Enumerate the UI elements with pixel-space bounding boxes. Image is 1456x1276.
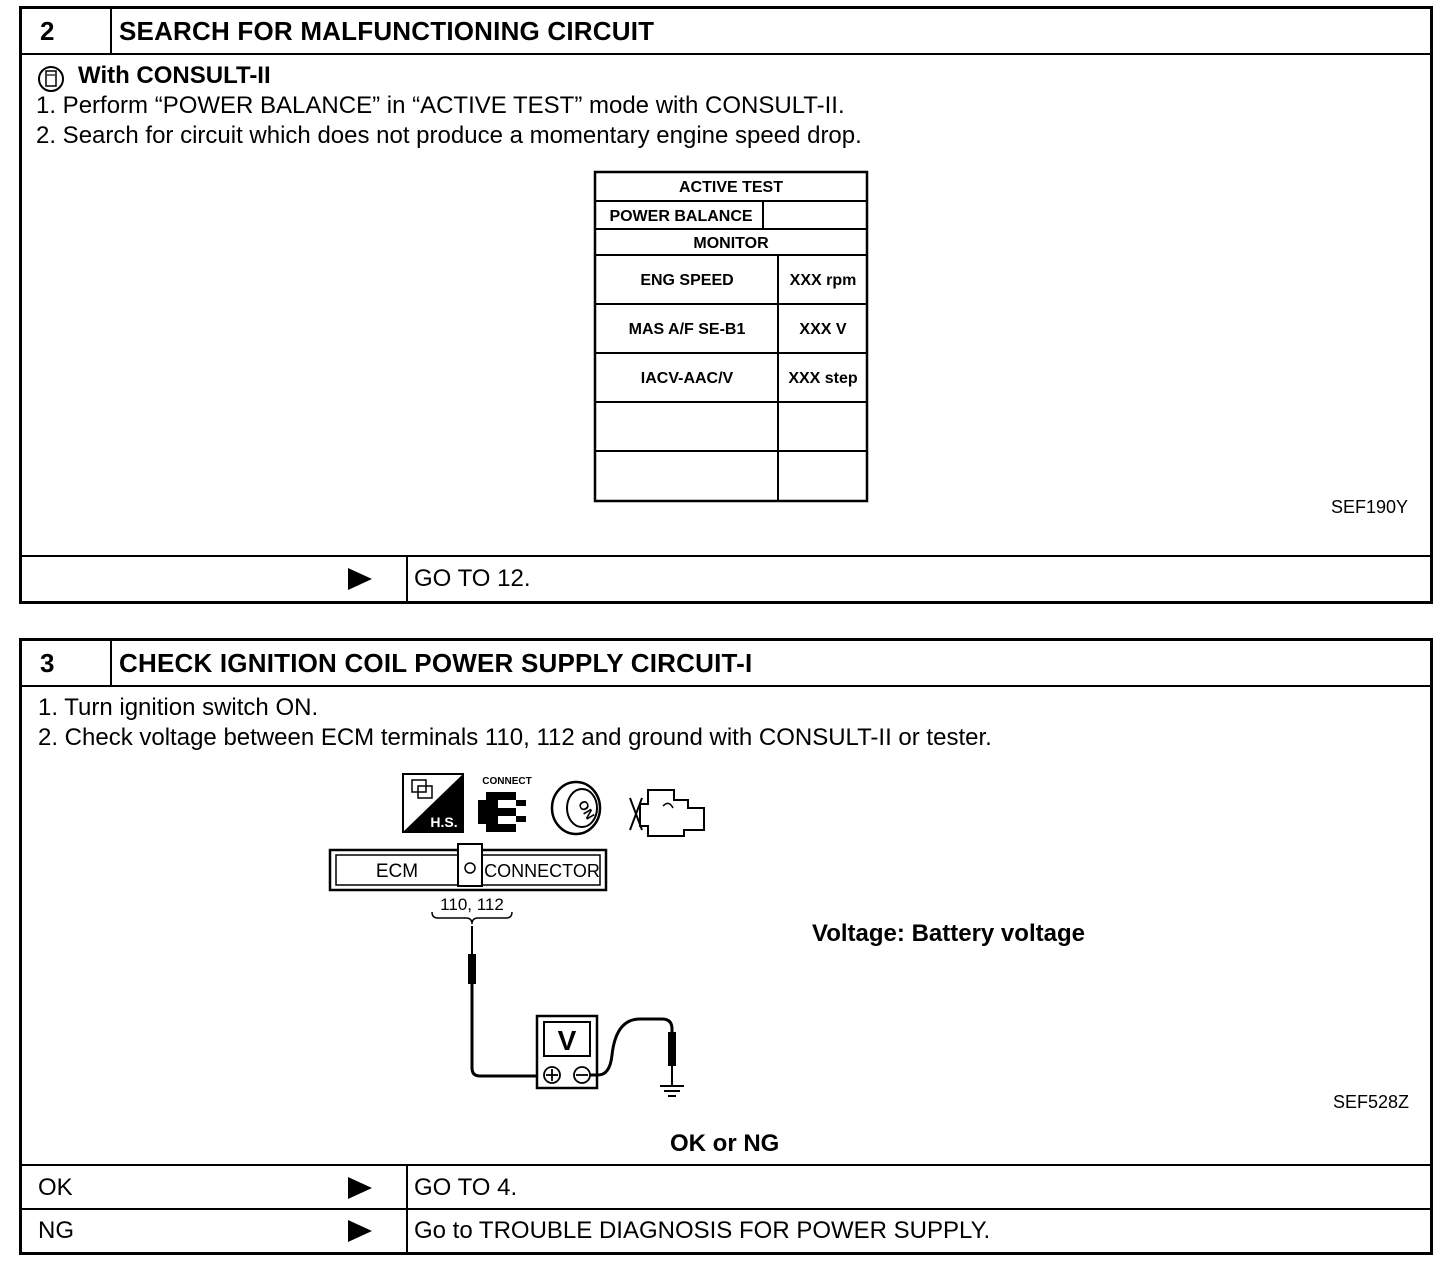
section-2-result: GO TO 12.: [414, 565, 531, 592]
ng-arrow-icon: [348, 1220, 372, 1242]
meter-label: V: [557, 1025, 577, 1056]
voltage-check-diagram: [320, 770, 730, 1110]
section-3-number: 3: [40, 648, 55, 678]
result-ng-label: NG: [38, 1217, 74, 1244]
on-label: ON: [575, 797, 598, 822]
section-2-number-divider: [110, 8, 112, 54]
screen-test-item: POWER BALANCE: [609, 208, 753, 225]
screen-header: ACTIVE TEST: [678, 179, 784, 196]
screen-row-1-value: XXX rpm: [789, 272, 857, 289]
engine-off-icon: [630, 790, 704, 836]
result-ng-action: Go to TROUBLE DIAGNOSIS FOR POWER SUPPLY.: [414, 1217, 991, 1244]
harness-side-icon: [403, 774, 463, 832]
section-3-result-divider-2: [21, 1208, 1431, 1210]
section-3-figure-code: SEF528Z: [1333, 1092, 1410, 1112]
section-3-step-2: 2. Check voltage between ECM terminals 110, 112 and ground with CONSULT-II or tester.: [38, 724, 992, 751]
terminals-label: 110, 112: [440, 895, 504, 914]
screen-row-1-item: ENG SPEED: [640, 272, 734, 289]
section-2-header-divider: [21, 53, 1431, 55]
consult-icon: [36, 64, 68, 94]
screen-row-3-item: IACV-AAC/V: [640, 370, 734, 387]
section-2-result-divider: [21, 555, 1431, 557]
connector-label: CONNECTOR: [484, 861, 600, 881]
section-2-figure-code: SEF190Y: [1331, 497, 1409, 517]
section-3-header-divider: [21, 685, 1431, 687]
section-2-number: 2: [40, 16, 55, 46]
screen-row-2-value: XXX V: [799, 321, 847, 338]
ok-arrow-icon: [348, 1177, 372, 1199]
section-2-result-col-divider: [406, 556, 408, 602]
consult-label: With CONSULT-II: [78, 62, 271, 89]
screen-monitor: MONITOR: [693, 235, 769, 252]
section-3-title: CHECK IGNITION COIL POWER SUPPLY CIRCUIT-I: [119, 648, 753, 678]
ecm-connector: [330, 844, 606, 890]
section-3-result-divider-1: [21, 1164, 1431, 1166]
ok-or-ng-question: OK or NG: [670, 1130, 780, 1157]
consult-screen: [593, 170, 871, 504]
ecm-label: ECM: [375, 861, 419, 882]
hs-label: H.S.: [430, 814, 458, 830]
section-3-step-1: 1. Turn ignition switch ON.: [38, 694, 319, 721]
section-2-step-2: 2. Search for circuit which does not produce a momentary engine speed drop.: [36, 122, 862, 149]
connect-icon: [478, 776, 532, 832]
section-3-number-divider: [110, 640, 112, 686]
result-arrow-icon: [348, 568, 372, 590]
screen-row-3-value: XXX step: [788, 370, 858, 387]
section-3-result-col-divider: [406, 1165, 408, 1253]
result-ok-action: GO TO 4.: [414, 1174, 518, 1201]
connect-label: CONNECT: [482, 776, 532, 787]
result-ok-label: OK: [38, 1174, 73, 1201]
section-2-step-1: 1. Perform “POWER BALANCE” in “ACTIVE TEST” mode with CONSULT-II.: [36, 92, 845, 119]
voltage-spec: Voltage: Battery voltage: [812, 920, 1085, 947]
section-2-title: SEARCH FOR MALFUNCTIONING CIRCUIT: [119, 16, 655, 46]
screen-row-2-item: MAS A/F SE-B1: [628, 321, 746, 338]
ignition-on-icon: [552, 782, 600, 834]
